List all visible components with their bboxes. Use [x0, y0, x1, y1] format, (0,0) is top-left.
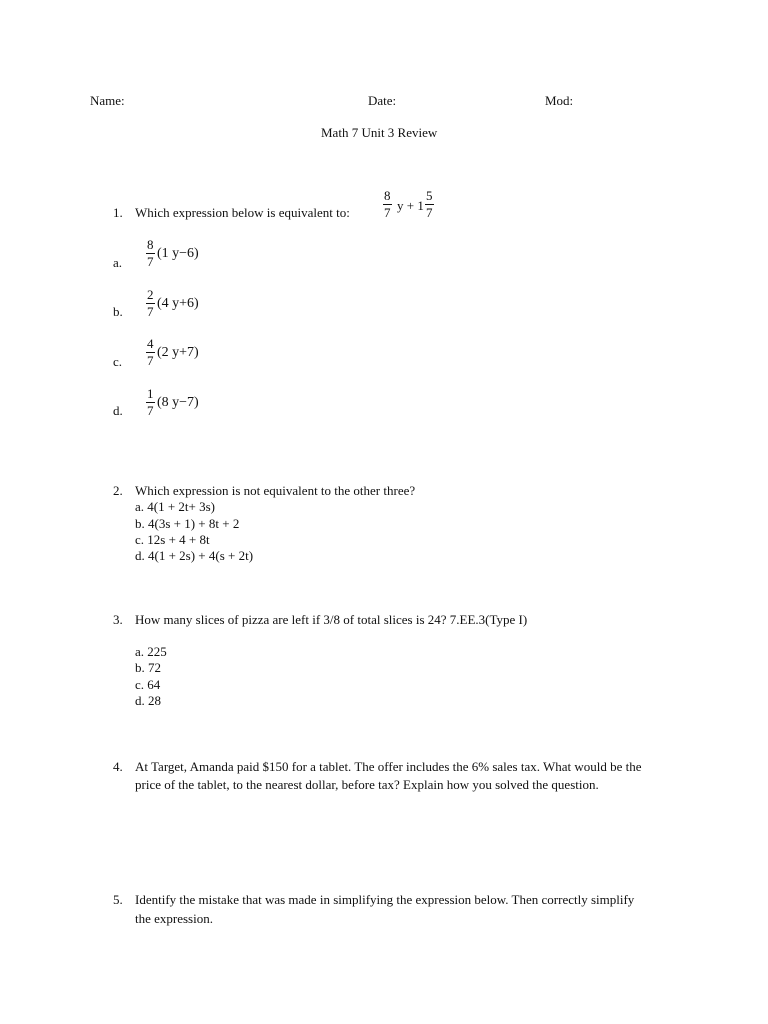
expression-middle: y + 1	[397, 198, 424, 213]
question-number: 5.	[113, 892, 123, 907]
option-b[interactable]: b. 72	[135, 660, 161, 675]
question-number: 4.	[113, 759, 123, 774]
option-a[interactable]: a. 4(1 + 2t+ 3s)	[135, 499, 216, 514]
question-text: Which expression is not equivalent to the other three?	[135, 483, 416, 498]
option-c[interactable]: c. 12s + 4 + 8t	[135, 532, 210, 547]
option-letter: d.	[113, 403, 123, 418]
fraction: $\frac{1}{7}$	[147, 386, 154, 418]
question-text-line-1: At Target, Amanda paid $150 for a tablet. The offer includes the 6% sales tax. What would be the	[135, 759, 642, 774]
option-expression: (4 y+6)	[157, 296, 199, 311]
fraction: $\frac{2}{7}$	[147, 287, 154, 319]
question-text: How many slices of pizza are left if 3/8 of total slices is 24? 7.EE.3(Type I)	[135, 612, 528, 627]
question-number: 1.	[113, 205, 123, 220]
fraction: $\frac{4}{7}$	[147, 336, 154, 368]
option-expression: (2 y+7)	[157, 345, 199, 360]
question-text-line-1: Identify the mistake that was made in simplifying the expression below. Then correctly simplify	[135, 892, 635, 907]
option-a[interactable]: a. 225	[135, 644, 167, 659]
option-expression: (8 y−7)	[157, 395, 199, 410]
fraction: $\frac{5}{7}$	[426, 188, 433, 220]
option-letter: c.	[113, 354, 123, 369]
option-expression: (1 y−6)	[157, 246, 199, 261]
question-text: Which expression below is equivalent to:	[135, 205, 350, 220]
page-title: Math 7 Unit 3 Review	[321, 125, 438, 140]
option-d[interactable]: d. 28	[135, 693, 161, 708]
question-number: 2.	[113, 483, 123, 498]
date-label: Date:	[368, 93, 397, 108]
option-letter: b.	[113, 304, 123, 319]
fraction: $\frac{8}{7}$	[384, 188, 391, 220]
question-number: 3.	[113, 612, 123, 627]
option-d[interactable]: d. 4(1 + 2s) + 4(s + 2t)	[135, 548, 254, 563]
question-text-line-2: the expression.	[135, 911, 213, 926]
name-label: Name:	[90, 93, 125, 108]
option-c[interactable]: c. 64	[135, 677, 161, 692]
option-b[interactable]: b. 4(3s + 1) + 8t + 2	[135, 516, 240, 531]
fraction: $\frac{8}{7}$	[147, 237, 154, 269]
option-letter: a.	[113, 255, 123, 270]
question-text-line-2: price of the tablet, to the nearest dollar, before tax? Explain how you solved the question.	[135, 777, 599, 792]
mod-label: Mod:	[545, 93, 574, 108]
